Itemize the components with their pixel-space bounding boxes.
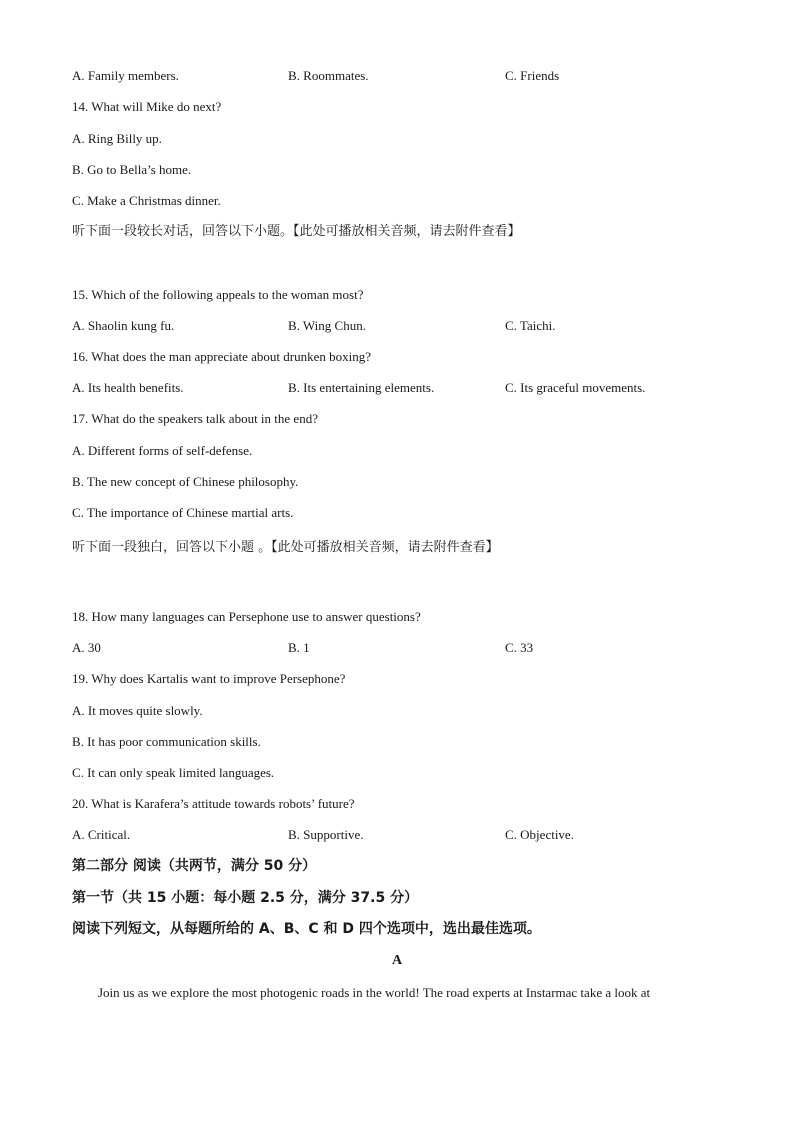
q14-question: 14. What will Mike do next? xyxy=(72,99,222,114)
passage-first-line: Join us as we explore the most photogenic roads in the world! The road experts at Instarmac take a look at xyxy=(98,985,651,1000)
q13-option-b: B. Roommates. xyxy=(288,68,369,83)
q13-option-c: C. Friends xyxy=(505,68,560,83)
q20-option-a: A. Critical. xyxy=(72,827,131,842)
q19-question: 19. Why does Kartalis want to improve Persephone? xyxy=(72,671,346,686)
q17-question: 17. What do the speakers talk about in the end? xyxy=(72,411,318,426)
q16-option-b: B. Its entertaining elements. xyxy=(288,380,435,395)
q15-option-a: A. Shaolin kung fu. xyxy=(72,318,175,333)
passage-label: A xyxy=(391,953,403,968)
q14-option-c: C. Make a Christmas dinner. xyxy=(72,193,221,208)
q16-option-c: C. Its graceful movements. xyxy=(505,380,646,395)
q17-option-c: C. The importance of Chinese martial arts. xyxy=(72,505,294,520)
part2-title: 第二部分 阅读（共两节，满分 50 分） xyxy=(72,858,317,874)
q15-option-b: B. Wing Chun. xyxy=(288,318,366,333)
q18-option-a: A. 30 xyxy=(72,640,101,655)
q14-option-b: B. Go to Bella’s home. xyxy=(72,162,192,177)
q20-option-c: C. Objective. xyxy=(505,827,574,842)
dialogue-instruction: 听下面一段较长对话，回答以下小题。【此处可播放相关音频，请去附件查看】 xyxy=(72,224,521,239)
q20-option-b: B. Supportive. xyxy=(288,827,364,842)
q17-option-b: B. The new concept of Chinese philosophy. xyxy=(72,474,299,489)
q16-question: 16. What does the man appreciate about drunken boxing? xyxy=(72,349,372,364)
q19-option-a: A. It moves quite slowly. xyxy=(72,703,203,718)
monologue-instruction: 听下面一段独白，回答以下小题 。【此处可播放相关音频，请去附件查看】 xyxy=(72,540,499,555)
q20-question: 20. What is Karafera’s attitude towards robots’ future? xyxy=(72,796,355,811)
q19-option-c: C. It can only speak limited languages. xyxy=(72,765,275,780)
section1-title: 第一节（共 15 小题：每小题 2.5 分，满分 37.5 分） xyxy=(72,890,419,906)
q17-option-a: A. Different forms of self-defense. xyxy=(72,443,253,458)
q13-option-a: A. Family members. xyxy=(72,68,179,83)
q18-option-c: C. 33 xyxy=(505,640,534,655)
q16-option-a: A. Its health benefits. xyxy=(72,380,184,395)
q19-option-b: B. It has poor communication skills. xyxy=(72,734,261,749)
reading-instruction: 阅读下列短文，从每题所给的 A、B、C 和 D 四个选项中，选出最佳选项。 xyxy=(72,921,541,937)
q18-question: 18. How many languages can Persephone use to answer questions? xyxy=(72,609,421,624)
q15-question: 15. Which of the following appeals to the woman most? xyxy=(72,287,364,302)
q18-option-b: B. 1 xyxy=(288,640,310,655)
q15-option-c: C. Taichi. xyxy=(505,318,556,333)
q14-option-a: A. Ring Billy up. xyxy=(72,131,162,146)
